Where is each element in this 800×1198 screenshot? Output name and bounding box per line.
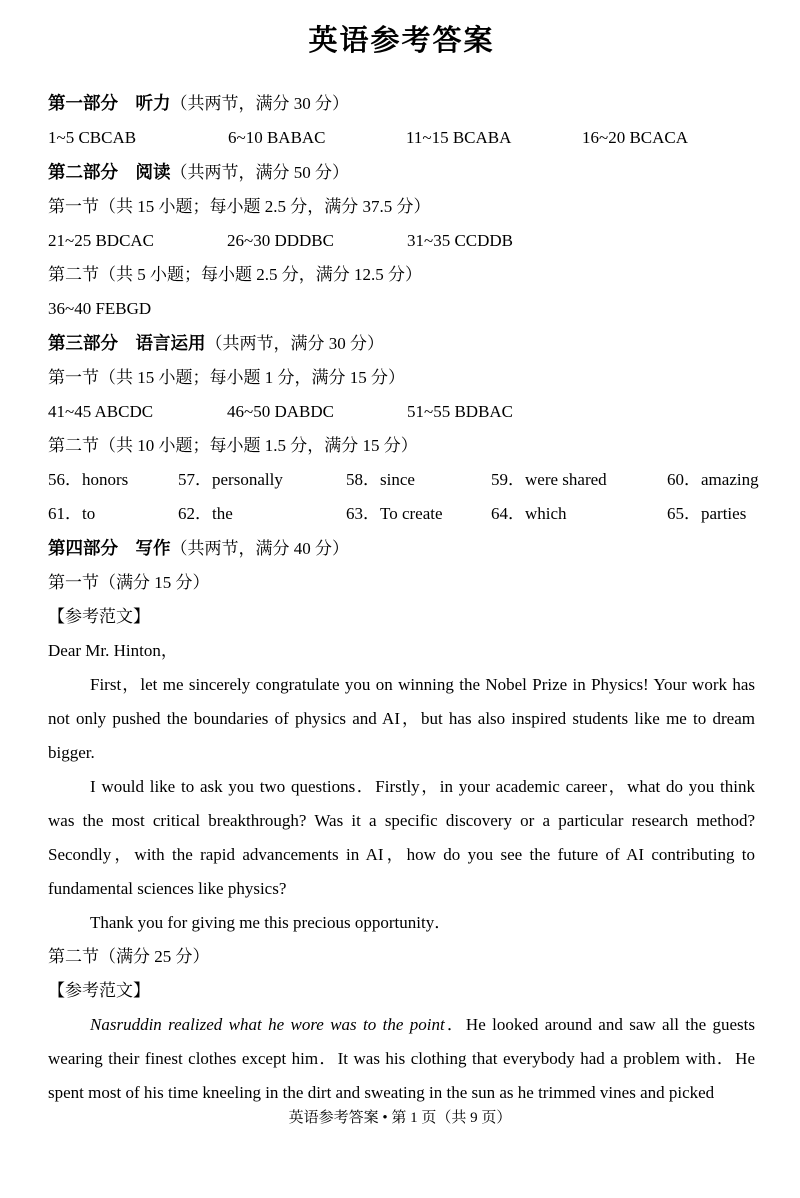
answer-59: 59．were shared (491, 470, 607, 489)
answer-58: 58．since (346, 470, 415, 489)
answer-group-11-15: 11~15 BCABA (406, 128, 512, 147)
essay-paragraph (48, 1008, 755, 1110)
essay-italic-lead: Nasruddin realized what he wore was to the point (90, 1015, 445, 1034)
part1-heading (48, 86, 755, 121)
part2-section2-title: 第二节（共 5 小题；每小题 2.5 分，满分 12.5 分） (48, 265, 422, 284)
letter-paragraph-1: First，let me sincerely congratulate you on winning the Nobel Prize in Physics! Your work has not only pushed the boundaries of physics and AI，but has also inspired students like me to dream bigger. (48, 675, 755, 762)
answer-64: 64．which (491, 504, 567, 523)
part2-heading-meta: （共两节，满分 50 分） (170, 163, 349, 182)
page-title: 英语参考答案 (308, 25, 495, 57)
answer-group-36-40: 36~40 FEBGD (48, 299, 152, 318)
page-footer: 英语参考答案 • 第 1 页（共 9 页） (288, 1110, 512, 1126)
answer-group-31-35: 31~35 CCDDB (407, 231, 514, 250)
part4-heading-meta: （共两节，满分 40 分） (170, 539, 349, 558)
part3-heading-meta: （共两节，满分 30 分） (205, 334, 384, 353)
answer-60: 60．amazing (667, 470, 759, 489)
model-essay-label-2: 【参考范文】 (48, 981, 150, 1000)
letter-paragraph-3: Thank you for giving me this precious opportunity． (90, 913, 452, 932)
answer-group-26-30: 26~30 DDDBC (227, 231, 334, 250)
answer-group-51-55: 51~55 BDBAC (407, 402, 514, 421)
part4-section2-title: 第二节（满分 25 分） (48, 947, 210, 966)
answer-56: 56．honors (48, 470, 129, 489)
answer-63: 63．To create (346, 504, 443, 523)
part2-section1-answer-row (48, 224, 755, 258)
part3-section1-title: 第一节（共 15 小题；每小题 1 分，满分 15 分） (48, 368, 405, 387)
letter-paragraph-2: I would like to ask you two questions．Firstly，in your academic career，what do you think was the most critical breakthrough? Was it a specific discovery or a particular research method? Secondly，with the rapid advancements in AI，how do you see the future of AI contributing to fundamental sciences like physics? (48, 777, 755, 898)
part4-section1-title: 第一节（满分 15 分） (48, 573, 210, 592)
part3-section1-answer-row (48, 395, 755, 429)
part1-answer-row (48, 121, 755, 155)
answer-group-21-25: 21~25 BDCAC (48, 231, 155, 250)
part3-heading (48, 326, 755, 361)
part3-section2-answer-row-2 (48, 497, 755, 531)
answer-group-16-20: 16~20 BCACA (582, 128, 689, 147)
part4-heading (48, 531, 755, 566)
letter-salutation: Dear Mr. Hinton， (48, 641, 178, 660)
part2-heading (48, 155, 755, 190)
part2-section1-title: 第一节（共 15 小题；每小题 2.5 分，满分 37.5 分） (48, 197, 431, 216)
part2-heading-name: 第二部分 阅读 (48, 162, 171, 182)
model-essay-label-1: 【参考范文】 (48, 607, 150, 626)
document-content (48, 86, 759, 1110)
answer-group-1-5: 1~5 CBCAB (48, 128, 137, 147)
part3-section2-answer-row-1 (48, 463, 759, 497)
answer-group-6-10: 6~10 BABAC (228, 128, 326, 147)
answer-62: 62．the (178, 504, 233, 523)
answer-61: 61．to (48, 504, 96, 523)
answer-group-41-45: 41~45 ABCDC (48, 402, 154, 421)
part4-heading-name: 第四部分 写作 (48, 538, 171, 558)
part3-heading-name: 第三部分 语言运用 (48, 333, 206, 353)
part1-heading-meta: （共两节，满分 30 分） (170, 94, 349, 113)
essay-continuation: ．He looked around and saw all the guests wearing their finest clothes except him．It was his clothing that everybody had a problem with．He spent most of his time kneeling in the dirt and sweating in the sun as he trimmed vines and picked (48, 1015, 755, 1102)
part3-section2-title: 第二节（共 10 小题；每小题 1.5 分，满分 15 分） (48, 436, 418, 455)
part1-heading-name: 第一部分 听力 (48, 93, 171, 113)
answer-65: 65．parties (667, 504, 747, 523)
answer-group-46-50: 46~50 DABDC (227, 402, 334, 421)
answer-57: 57．personally (178, 470, 283, 489)
